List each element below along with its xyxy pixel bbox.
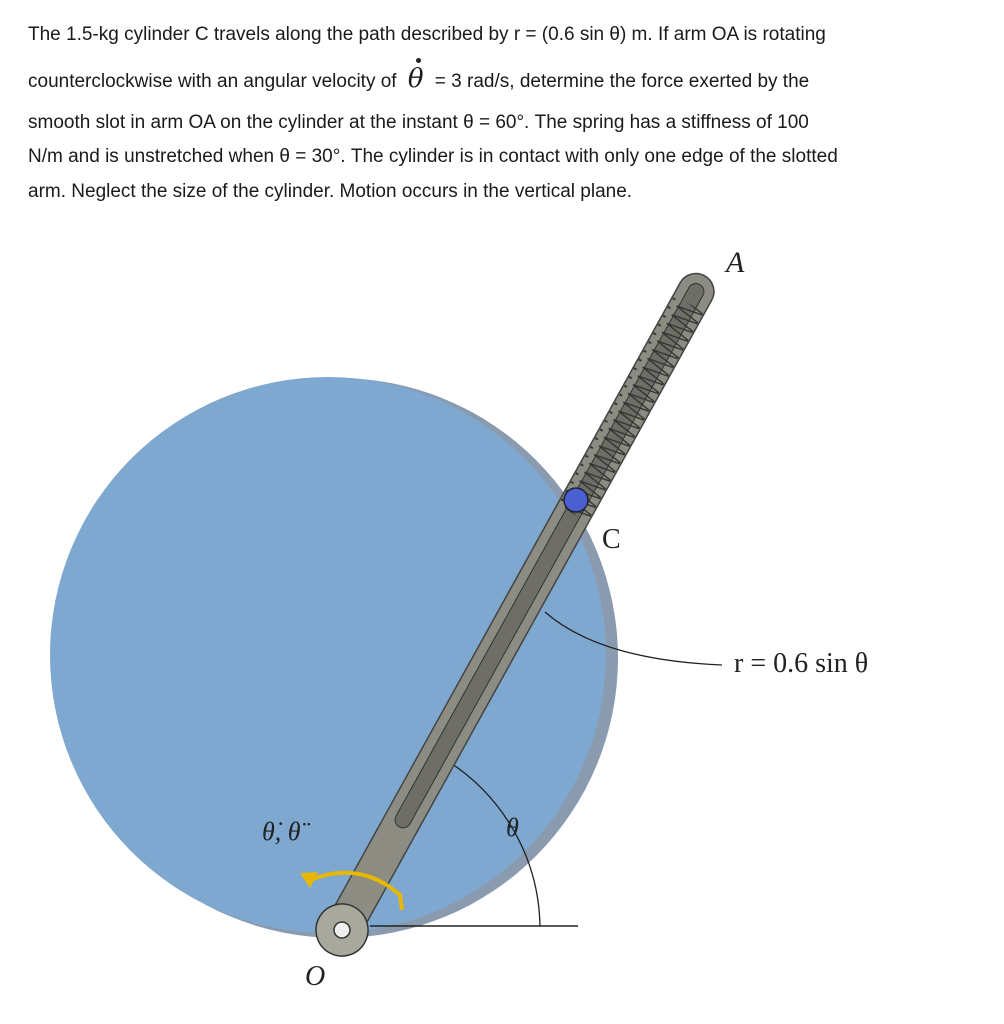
label-O: O — [305, 961, 326, 992]
problem-line-2-start: counterclockwise with an angular velocity of — [28, 71, 397, 92]
problem-line-3: smooth slot in arm OA on the cylinder at the instant θ = 60°. The spring has a stiffness of 100 — [28, 112, 809, 133]
label-theta: θ — [506, 813, 519, 842]
problem-line-1: The 1.5-kg cylinder C travels along the path described by r = (0.6 sin θ) m. If arm OA is rotating — [28, 24, 826, 45]
theta-dot-symbol: θ — [407, 64, 424, 94]
label-C: C — [602, 524, 621, 555]
circular-path-disk — [50, 377, 606, 933]
path-equation: r = 0.6 sin θ — [734, 648, 869, 679]
label-A: A — [726, 246, 745, 279]
label-angular-rates: θ̇, θ̈ — [262, 817, 301, 846]
problem-line-4: N/m and is unstretched when θ = 30°. The cylinder is in contact with only one edge of the slotted — [28, 146, 838, 167]
problem-line-5: arm. Neglect the size of the cylinder. Motion occurs in the vertical plane. — [28, 181, 633, 202]
cylinder-C — [564, 488, 588, 512]
problem-line-2-end: = 3 rad/s, determine the force exerted by the — [434, 71, 810, 92]
